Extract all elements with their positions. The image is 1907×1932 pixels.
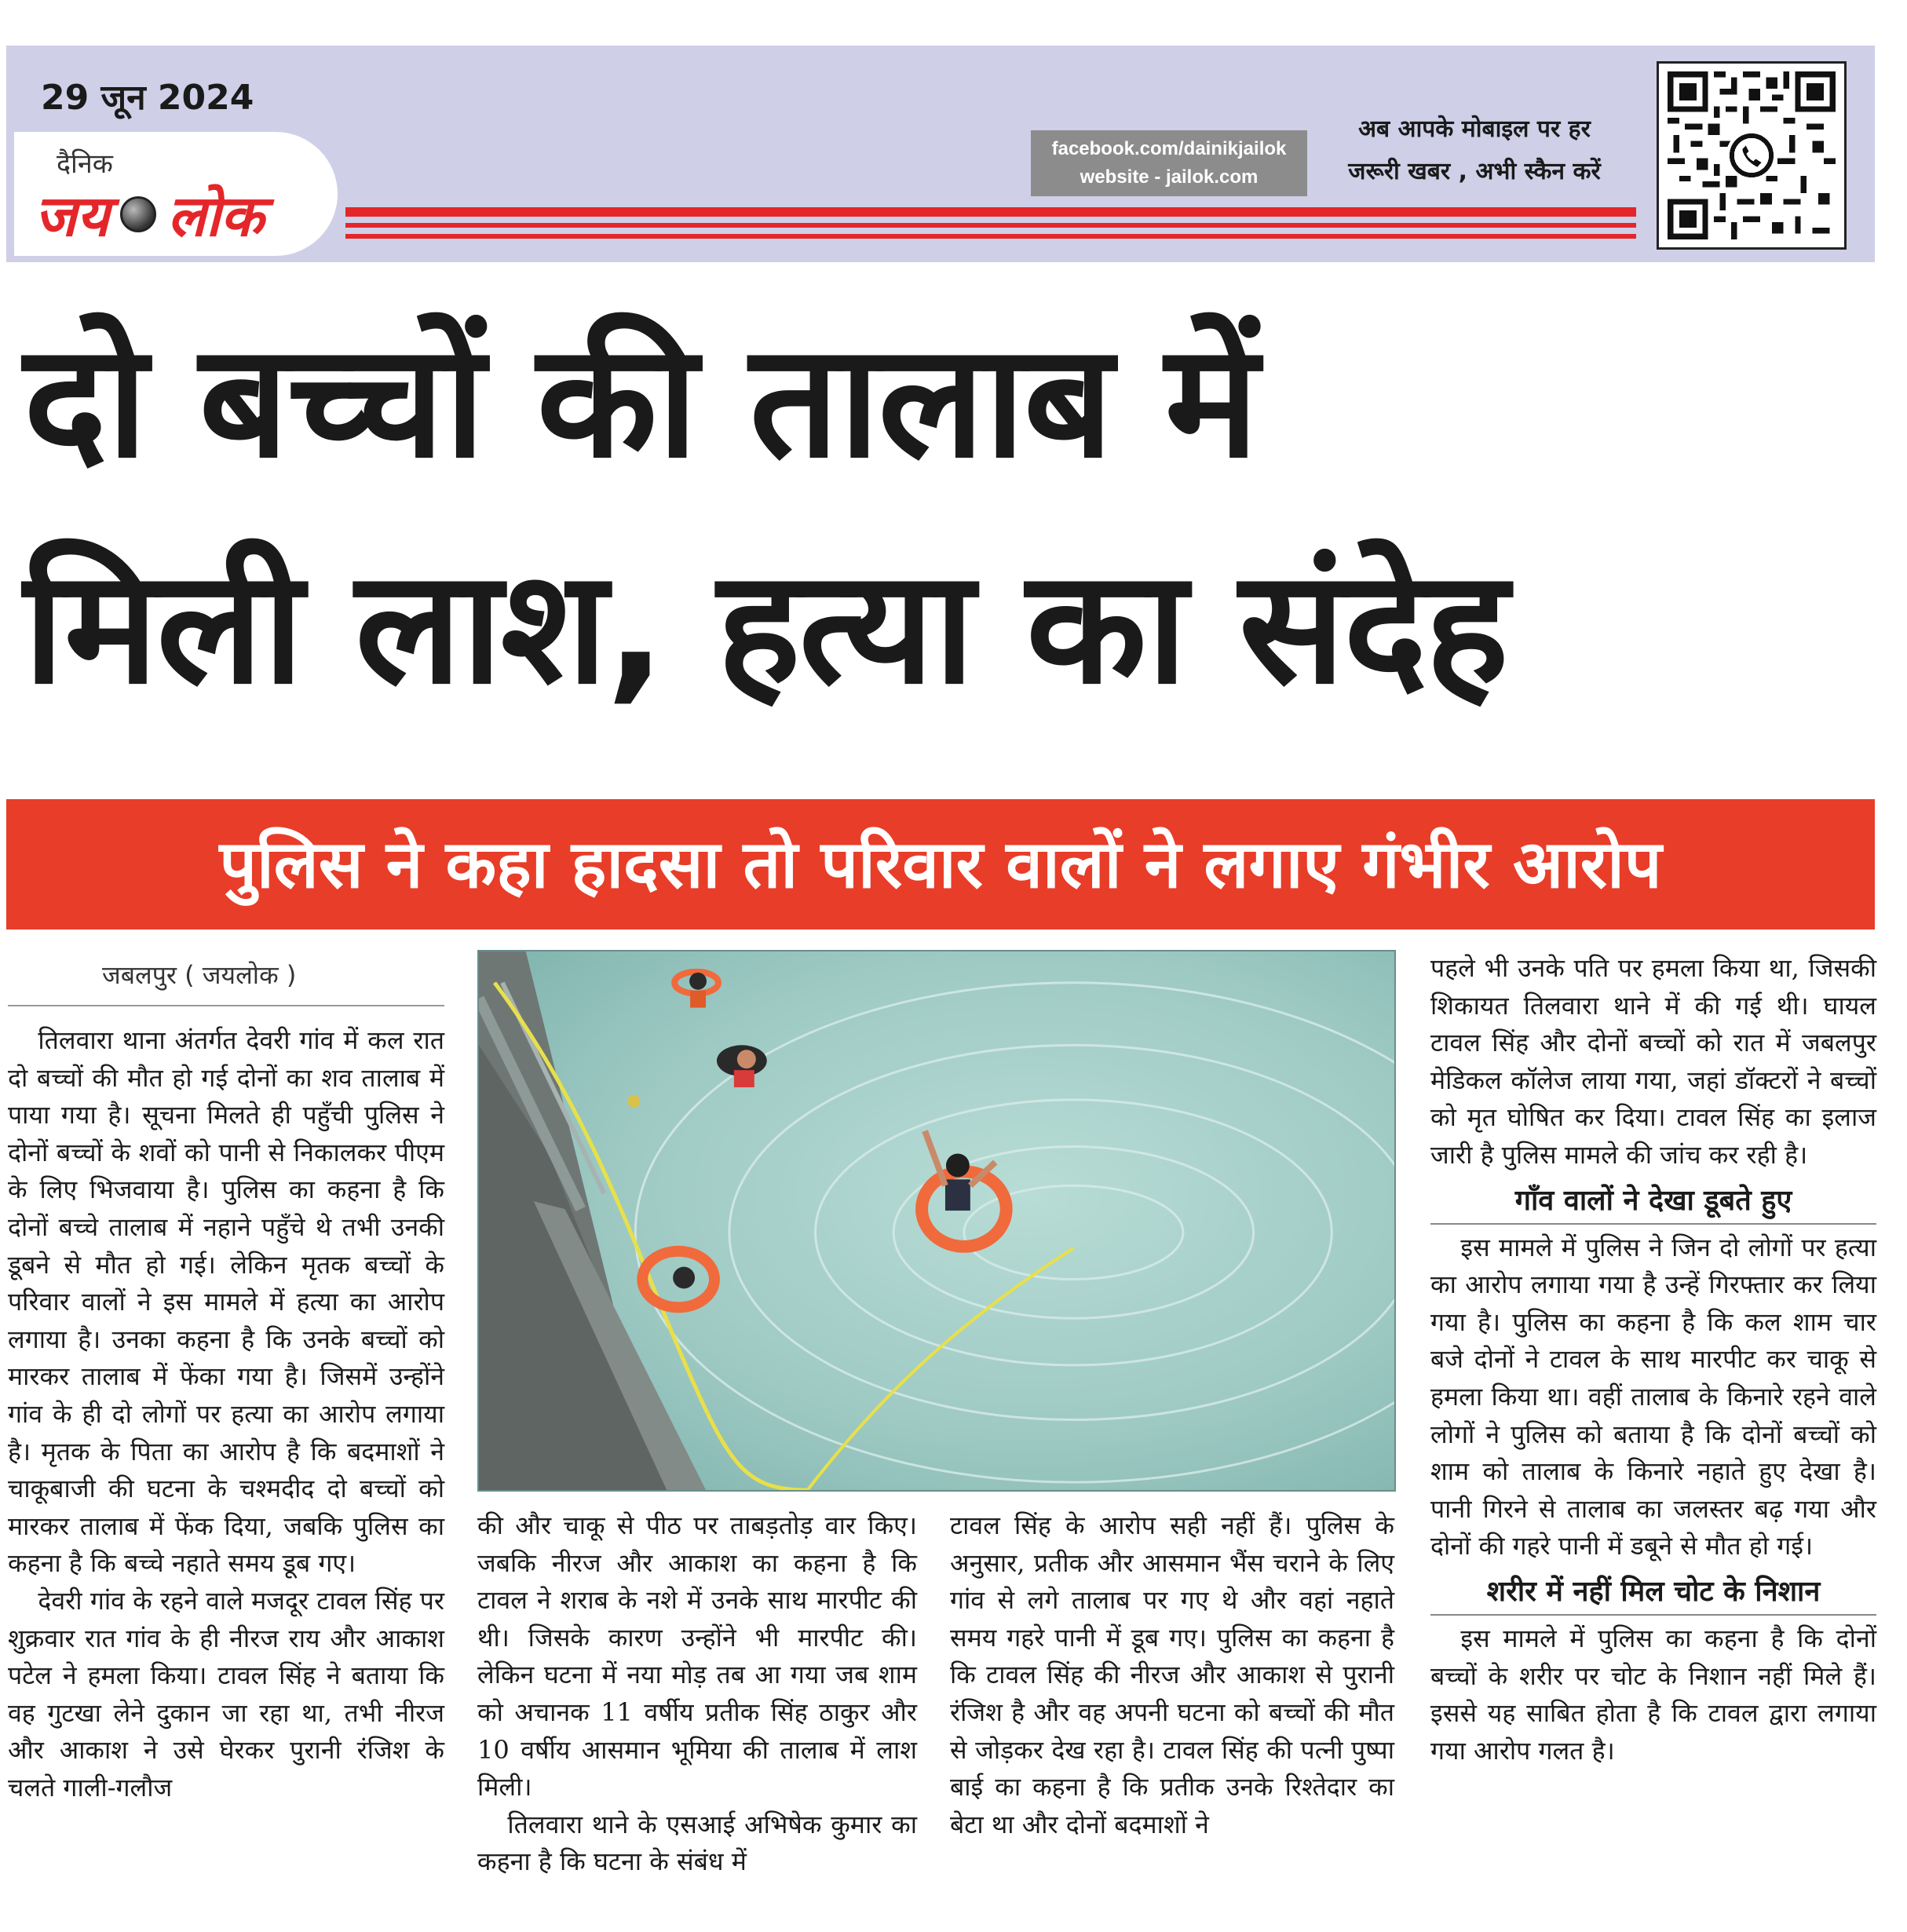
sub-heading-no-injury-marks: शरीर में नहीं मिल चोट के निशान: [1430, 1570, 1876, 1616]
paragraph: इस मामले में पुलिस का कहना है कि दोनों बच्चों के शरीर पर चोट के निशान नहीं मिले हैं। इससे यह साबित होता है कि टावल द्वारा लगाया गया आरोप गलत है।: [1430, 1623, 1876, 1766]
scan-prompt-line-1: अब आपके मोबाइल पर हर: [1358, 115, 1591, 143]
paragraph: देवरी गांव के रहने वाले मजदूर टावल सिंह पर शुक्रवार रात गांव के ही नीरज राय और आकाश पटेल ने हमला किया। टावल सिंह ने बताया कि वह गुटखा लेने दुकान जा रहा था, तभी नीरज और आकाश ने उसे घेरकर पुरानी रंजिश के चलते गाली-गलौज: [8, 1585, 444, 1802]
paragraph: तिलवारा थाने के एसआई अभिषेक कुमार का कहना है कि घटना के संबंध में: [477, 1809, 917, 1877]
article-column-1: [8, 1022, 444, 1806]
globe-icon: [120, 196, 156, 232]
facebook-link[interactable]: facebook.com/dainikjailok: [1051, 138, 1287, 159]
newspaper-logo[interactable]: [14, 132, 338, 256]
dateline: जबलपुर ( जयलोक ): [102, 960, 297, 990]
subheadline-banner: पुलिस ने कहा हादसा तो परिवार वालों ने लगाए गंभीर आरोप: [6, 799, 1875, 929]
social-links-box[interactable]: [1031, 130, 1307, 196]
masthead-rule-thick: [345, 207, 1636, 217]
headline-line-1: दो बच्चों की तालाब में: [24, 310, 1258, 493]
logo-word-2: लोक: [167, 183, 264, 249]
qr-code-graphic: [1667, 71, 1836, 239]
article-column-3: [950, 1507, 1394, 1843]
issue-date: 29 जून 2024: [41, 78, 254, 118]
paragraph: इस मामले में पुलिस ने जिन दो लोगों पर हत्या का आरोप लगाया गया है उन्हें गिरफ्तार कर लिया गया है। पुलिस का कहना है कि कल शाम चार बजे दोनों ने टावल के साथ मारपीट कर चाकू से हमला किया था। वहीं तालाब के किनारे रहने वाले लोगों ने पुलिस को बताया है कि दोनों बच्चों को शाम को तालाब के किनारे नहाते हुए देखा है। पानी गिरने से तालाब का जलस्तर बढ़ गया और दोनों की गहरे पानी में डबूने से मौत हो गई।: [1430, 1232, 1876, 1561]
paragraph: टावल सिंह के आरोप सही नहीं हैं। पुलिस के अनुसार, प्रतीक और आसमान भैंस चराने के लिए गांव से लगे तालाब पर गए थे और वहां नहाते समय गहरे पानी में डूब गए। पुलिस का कहना है कि टावल सिंह की नीरज और आकाश से पुरानी रंजिश है और वह अपनी घटना को बच्चों की मौत से जोड़कर देख रहा है। टावल सिंह की पत्नी पुष्पा बाई का कहना है कि प्रतीक उनके रिश्तेदार का बेटा था और दोनों बदमाशों ने: [950, 1510, 1394, 1839]
website-link[interactable]: website - jailok.com: [1080, 166, 1259, 188]
main-headline: [24, 289, 1876, 741]
logo-prefix: दैनिक: [57, 148, 113, 180]
whatsapp-qr-code-icon[interactable]: [1657, 61, 1847, 250]
logo-wordmark: [35, 176, 264, 253]
paragraph: पहले भी उनके पति पर हमला किया था, जिसकी शिकायत तिलवारा थाने में की गई थी। घायल टावल सिंह और दोनों बच्चों को रात में जबलपुर मेडिकल कॉलेज लाया गया, जहां डॉक्टरों ने बच्चों को मृत घोषित कर दिया। टावल सिंह का इलाज जारी है पुलिस मामले की जांच कर रही है।: [1430, 953, 1876, 1170]
article-column-4: [1430, 950, 1876, 1769]
pond-illustration: [479, 951, 1394, 1490]
article-column-2: [477, 1507, 917, 1881]
rescue-divers-in-pond-photo: [477, 950, 1396, 1492]
scan-prompt-line-2: जरूरी खबर , अभी स्कैन करें: [1348, 158, 1601, 185]
paragraph: तिलवारा थाना अंतर्गत देवरी गांव में कल रात दो बच्चों की मौत हो गई दोनों का शव तालाब में पाया गया है। सूचना मिलते ही पहुँची पुलिस ने दोनों बच्चों के शवों को पानी से निकालकर पीएम के लिए भिजवाया है। पुलिस का कहना है कि दोनों बच्चे तालाब में नहाने पहुँचे थे तभी उनकी डूबने से मौत हो गई। लेकिन मृतक बच्चों के परिवार वालों ने इस मामले में हत्या का आरोप लगाया है। उनका कहना है कि उनके बच्चों को मारकर तालाब में फेंका गया है। जिसमें उन्होंने गांव के ही दो लोगों पर हत्या का आरोप लगाया है। मृतक के पिता का आरोप है कि बदमाशों ने चाकूबाजी की घटना के चश्मदीद दो बच्चों को मारकर तालाब में फेंक दिया, जबकि पुलिस का कहना है कि बच्चे नहाते समय डूब गए।: [8, 1025, 444, 1579]
masthead: [6, 46, 1875, 262]
masthead-rule-thin: [345, 223, 1636, 228]
logo-word-1: जय: [35, 183, 110, 249]
paragraph: की और चाकू से पीठ पर ताबड़तोड़ वार किए। जबकि नीरज और आकाश का कहना है कि टावल ने शराब के नशे में उनके साथ मारपीट की थी। जिसके कारण उन्होंने भी मारपीट की। लेकिन घटना में नया मोड़ तब आ गया जब शाम को अचानक 11 वर्षीय प्रतीक सिंह ठाकुर और 10 वर्षीय आसमान भूमिया की तालाब में लाश मिली।: [477, 1510, 917, 1802]
headline-line-2: मिली लाश, हत्या का संदेह: [24, 536, 1507, 719]
sub-heading-villagers-saw: गाँव वालों ने देखा डूबते हुए: [1430, 1179, 1876, 1225]
scan-prompt: [1333, 108, 1616, 193]
dateline-divider: [8, 1005, 444, 1006]
masthead-rule-thin-2: [345, 234, 1636, 239]
